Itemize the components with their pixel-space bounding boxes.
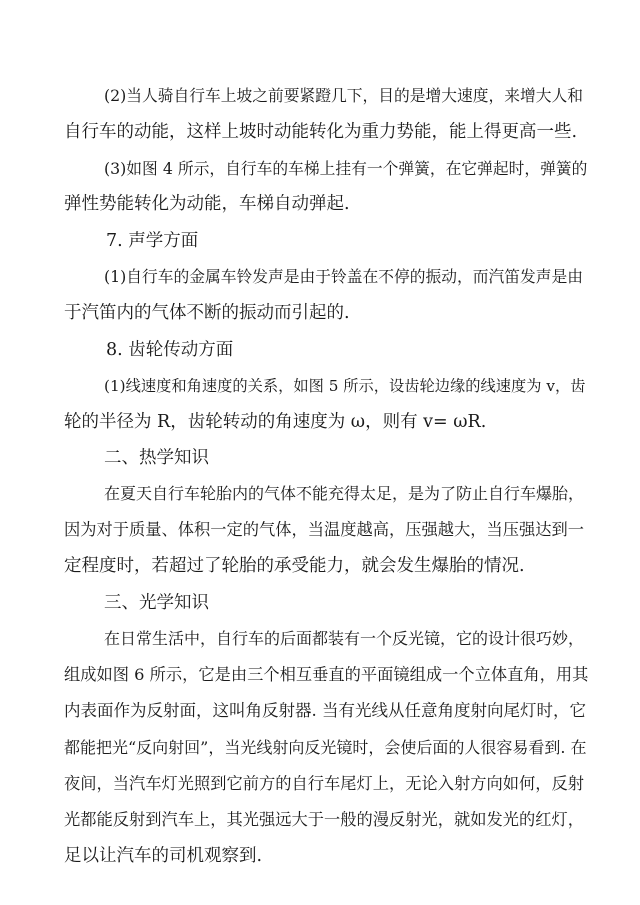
- optics-line-5: 夜间，当汽车灯光照到它前方的自行车尾灯上，无论入射方向如何，反射: [64, 774, 584, 793]
- thermal-line-3: 定程度时，若超过了轮胎的承受能力，就会发生爆胎的情况.: [64, 556, 525, 576]
- paragraph-2-line-2: 自行车的动能，这样上坡时动能转化为重力势能，能上得更高一些.: [64, 122, 578, 142]
- paragraph-2-line-1: (2)当人骑自行车上坡之前要紧蹬几下，目的是增大速度，来增大人和: [104, 86, 584, 105]
- paragraph-3-line-2: 弹性势能转化为动能，车梯自动弹起.: [64, 194, 350, 214]
- gears-line-1: (1)线速度和角速度的关系，如图 5 所示，设齿轮边缘的线速度为 v，齿: [104, 377, 586, 395]
- optics-line-3: 内表面作为反射面，这叫角反射器. 当有光线从任意角度射向尾灯时，它: [64, 701, 586, 720]
- heading-gears: 8. 齿轮传动方面: [106, 340, 234, 360]
- optics-line-6: 光都能反射到汽车上，其光强远大于一般的漫反射光，就如发光的红灯，: [64, 810, 584, 829]
- heading-thermal: 二、热学知识: [104, 448, 209, 468]
- gears-line-2: 轮的半径为 R，齿轮转动的角速度为 ω，则有 v= ωR.: [64, 412, 487, 432]
- thermal-line-2: 因为对于质量、体积一定的气体，当温度越高，压强越大，当压强达到一: [64, 520, 584, 539]
- optics-line-7: 足以让汽车的司机观察到.: [64, 846, 263, 866]
- acoustics-line-1: (1)自行车的金属车铃发声是由于铃盖在不停的振动，而汽笛发声是由: [104, 267, 584, 286]
- paragraph-3-line-1: (3)如图 4 所示，自行车的车梯上挂有一个弹簧，在它弹起时，弹簧的: [104, 159, 588, 178]
- optics-line-2: 组成如图 6 所示，它是由三个相互垂直的平面镜组成一个立体直角，用其: [64, 665, 589, 684]
- optics-line-4: 都能把光“反向射回”，当光线射向反光镜时，会使后面的人很容易看到. 在: [64, 738, 587, 757]
- heading-optics: 三、光学知识: [104, 593, 209, 613]
- optics-line-1: 在日常生活中，自行车的后面都装有一个反光镜，它的设计很巧妙，: [104, 629, 585, 648]
- thermal-line-1: 在夏天自行车轮胎内的气体不能充得太足，是为了防止自行车爆胎，: [104, 484, 585, 503]
- heading-acoustics: 7. 声学方面: [106, 231, 199, 251]
- acoustics-line-2: 于汽笛内的气体不断的振动而引起的.: [64, 303, 350, 323]
